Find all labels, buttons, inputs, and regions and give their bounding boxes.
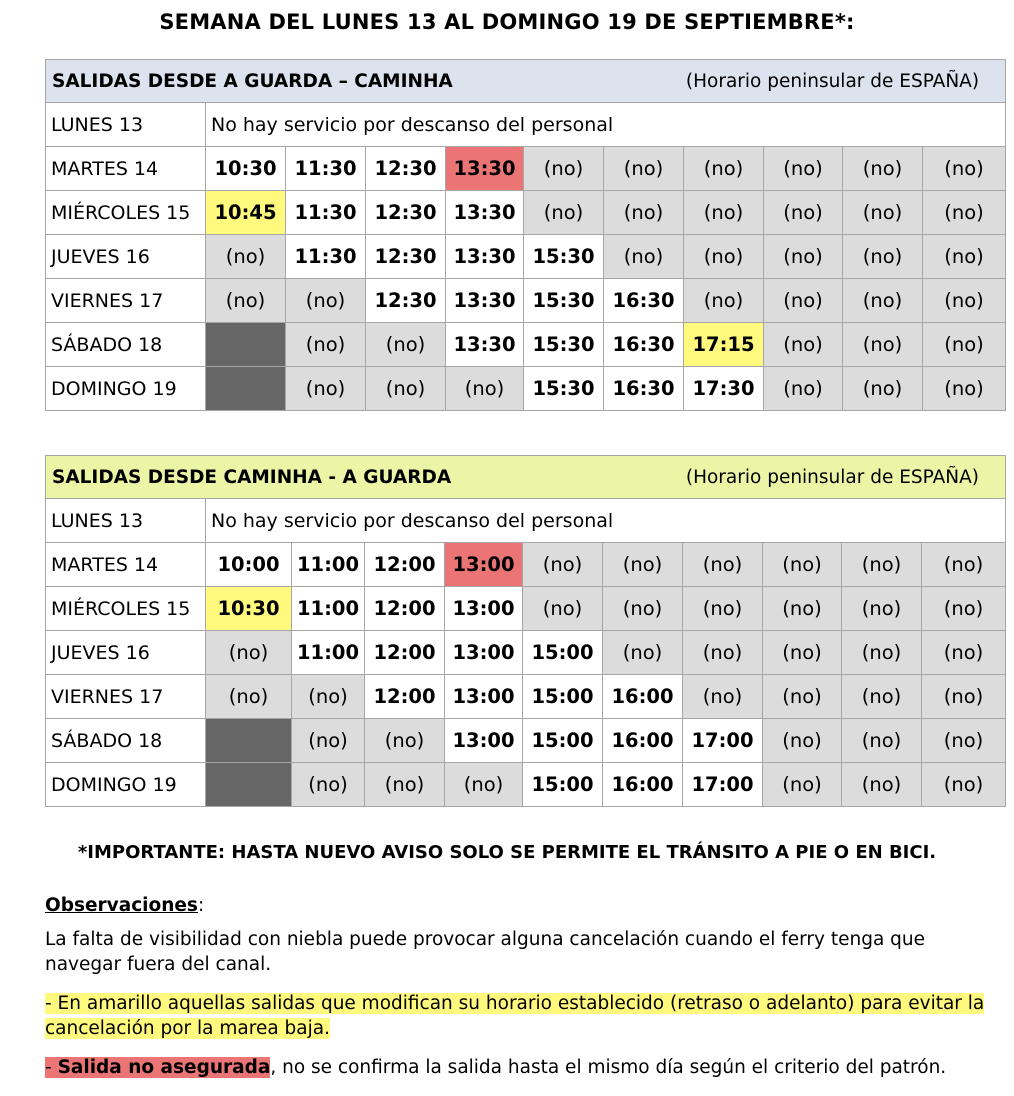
no-departure-cell: (no) [764, 279, 843, 323]
table-header-title: SALIDAS DESDE A GUARDA – CAMINHA [52, 70, 453, 92]
no-departure-cell: (no) [446, 367, 524, 411]
table-row [46, 499, 1006, 543]
page-title: SEMANA DEL LUNES 13 AL DOMINGO 19 DE SEPTIEMBRE*: [159, 10, 855, 34]
departure-time: 15:00 [523, 631, 603, 675]
no-departure-cell: (no) [603, 587, 683, 631]
no-departure-cell: (no) [684, 235, 764, 279]
no-departure-cell: (no) [922, 763, 1006, 807]
departure-time: 13:00 [445, 719, 523, 763]
departure-time: 13:30 [446, 191, 524, 235]
no-departure-cell: (no) [292, 675, 365, 719]
no-departure-cell: (no) [923, 191, 1006, 235]
no-departure-cell: (no) [366, 323, 446, 367]
table-row [46, 763, 1006, 807]
departure-time: 17:00 [683, 763, 763, 807]
day-label: MIÉRCOLES 15 [46, 191, 206, 235]
departure-time: 10:00 [206, 543, 292, 587]
no-departure-cell: (no) [604, 147, 684, 191]
no-departure-cell: (no) [684, 191, 764, 235]
no-departure-cell: (no) [286, 279, 366, 323]
departure-time: 11:00 [292, 631, 365, 675]
no-departure-cell: (no) [763, 675, 842, 719]
departure-time: 11:30 [286, 235, 366, 279]
no-departure-cell: (no) [683, 587, 763, 631]
yellow-legend [45, 991, 985, 1041]
departure-time: 16:00 [603, 719, 683, 763]
observations-colon: : [197, 895, 205, 916]
no-departure-cell: (no) [763, 543, 842, 587]
departure-time: 16:00 [603, 763, 683, 807]
departure-time: 13:00 [445, 631, 523, 675]
no-departure-cell: (no) [206, 631, 292, 675]
departure-time: 13:30 [446, 235, 524, 279]
blocked-cell [206, 367, 286, 411]
timezone-label: (Horario peninsular de ESPAÑA) [685, 70, 980, 92]
departure-time: 11:30 [286, 191, 366, 235]
table-row [46, 587, 1006, 631]
no-departure-cell: (no) [365, 763, 445, 807]
departure-time: 13:00 [445, 587, 523, 631]
table-header-row [46, 456, 1006, 499]
day-label: DOMINGO 19 [46, 763, 206, 807]
departure-time: 15:00 [523, 719, 603, 763]
no-departure-cell: (no) [923, 279, 1006, 323]
red-legend-highlight [45, 1057, 270, 1078]
departure-time: 12:30 [366, 191, 446, 235]
departure-time: 13:00 [445, 543, 523, 587]
table-header-title: SALIDAS DESDE CAMINHA - A GUARDA [52, 466, 452, 488]
no-departure-cell: (no) [524, 147, 604, 191]
departure-time: 16:00 [603, 675, 683, 719]
departure-time: 16:30 [604, 323, 684, 367]
no-departure-cell: (no) [763, 631, 842, 675]
schedule-body [46, 60, 1006, 411]
no-departure-cell: (no) [604, 191, 684, 235]
table-row [46, 543, 1006, 587]
departure-time: 13:30 [446, 147, 524, 191]
no-departure-cell: (no) [842, 763, 922, 807]
day-label: MARTES 14 [46, 543, 206, 587]
departure-time: 10:30 [206, 147, 286, 191]
day-label: LUNES 13 [46, 499, 206, 543]
no-departure-cell: (no) [365, 719, 445, 763]
yellow-legend-text: - En amarillo aquellas salidas que modifican su horario establecido (retraso o adelanto) para evitar la cancelación por la marea baja. [45, 993, 985, 1039]
no-departure-cell: (no) [603, 543, 683, 587]
no-departure-cell: (no) [292, 719, 365, 763]
no-departure-cell: (no) [922, 719, 1006, 763]
no-departure-cell: (no) [206, 675, 292, 719]
departure-time: 12:30 [366, 235, 446, 279]
no-departure-cell: (no) [683, 631, 763, 675]
table-row [46, 323, 1006, 367]
table-row [46, 675, 1006, 719]
departure-time: 16:30 [604, 279, 684, 323]
departure-time: 12:00 [365, 543, 445, 587]
no-departure-cell: (no) [922, 631, 1006, 675]
red-legend-bold: Salida no asegurada [57, 1057, 271, 1078]
departure-time: 11:30 [286, 147, 366, 191]
departure-time: 15:30 [524, 323, 604, 367]
table-header-cell [46, 60, 1006, 103]
departure-time: 12:30 [366, 147, 446, 191]
no-departure-cell: (no) [524, 191, 604, 235]
departure-time: 13:30 [446, 323, 524, 367]
no-departure-cell: (no) [843, 191, 923, 235]
departure-time: 15:30 [524, 235, 604, 279]
timezone-label: (Horario peninsular de ESPAÑA) [685, 466, 980, 488]
schedule-body [46, 456, 1006, 807]
observations-text: La falta de visibilidad con niebla puede provocar alguna cancelación cuando el ferry tenga que navegar fuera del canal. [45, 929, 926, 975]
departure-time: 10:45 [206, 191, 286, 235]
departure-time: 13:00 [445, 675, 523, 719]
no-departure-cell: (no) [843, 235, 923, 279]
day-label: VIERNES 17 [46, 675, 206, 719]
departure-time: 12:30 [366, 279, 446, 323]
departure-time: 12:00 [365, 675, 445, 719]
blocked-cell [206, 719, 292, 763]
no-departure-cell: (no) [763, 719, 842, 763]
table-row [46, 103, 1006, 147]
departure-time: 17:15 [684, 323, 764, 367]
no-departure-cell: (no) [922, 675, 1006, 719]
departure-time: 17:30 [684, 367, 764, 411]
no-departure-cell: (no) [445, 763, 523, 807]
no-departure-cell: (no) [843, 279, 923, 323]
day-label: LUNES 13 [46, 103, 206, 147]
departure-time: 15:30 [524, 367, 604, 411]
day-label: DOMINGO 19 [46, 367, 206, 411]
table-row [46, 719, 1006, 763]
no-departure-cell: (no) [763, 763, 842, 807]
no-departure-cell: (no) [763, 587, 842, 631]
departure-time: 15:00 [523, 675, 603, 719]
no-departure-cell: (no) [842, 719, 922, 763]
no-departure-cell: (no) [922, 543, 1006, 587]
no-departure-cell: (no) [922, 587, 1006, 631]
no-departure-cell: (no) [923, 235, 1006, 279]
departure-time: 11:00 [292, 587, 365, 631]
no-departure-cell: (no) [842, 587, 922, 631]
no-departure-cell: (no) [523, 587, 603, 631]
table-header-row [46, 60, 1006, 103]
departure-time: 11:00 [292, 543, 365, 587]
departure-time: 12:00 [365, 631, 445, 675]
table-row [46, 631, 1006, 675]
no-departure-cell: (no) [764, 235, 843, 279]
no-departure-cell: (no) [842, 543, 922, 587]
departure-time: 10:30 [206, 587, 292, 631]
no-departure-cell: (no) [603, 631, 683, 675]
day-label: VIERNES 17 [46, 279, 206, 323]
no-departure-cell: (no) [764, 323, 843, 367]
no-departure-cell: (no) [683, 543, 763, 587]
no-service-note: No hay servicio por descanso del personal [206, 499, 1006, 543]
table-header-cell [46, 456, 1006, 499]
no-departure-cell: (no) [843, 367, 923, 411]
no-departure-cell: (no) [683, 675, 763, 719]
day-label: MARTES 14 [46, 147, 206, 191]
red-legend-rest: , no se confirma la salida hasta el mismo día según el criterio del patrón. [270, 1057, 947, 1078]
observations-heading [45, 895, 204, 916]
departure-time: 15:00 [523, 763, 603, 807]
day-label: JUEVES 16 [46, 631, 206, 675]
no-departure-cell: (no) [842, 631, 922, 675]
no-departure-cell: (no) [604, 235, 684, 279]
schedule-a-guarda-caminha [45, 59, 1006, 411]
no-departure-cell: (no) [206, 279, 286, 323]
no-departure-cell: (no) [286, 367, 366, 411]
departure-time: 16:30 [604, 367, 684, 411]
no-departure-cell: (no) [206, 235, 286, 279]
no-departure-cell: (no) [523, 543, 603, 587]
no-departure-cell: (no) [684, 279, 764, 323]
no-departure-cell: (no) [764, 191, 843, 235]
table-row [46, 279, 1006, 323]
blocked-cell [206, 323, 286, 367]
table-row [46, 235, 1006, 279]
departure-time: 12:00 [365, 587, 445, 631]
table-row [46, 191, 1006, 235]
departure-time: 17:00 [683, 719, 763, 763]
departure-time: 15:30 [524, 279, 604, 323]
no-departure-cell: (no) [923, 323, 1006, 367]
no-departure-cell: (no) [842, 675, 922, 719]
day-label: MIÉRCOLES 15 [46, 587, 206, 631]
no-departure-cell: (no) [764, 147, 843, 191]
table-row [46, 147, 1006, 191]
day-label: JUEVES 16 [46, 235, 206, 279]
no-departure-cell: (no) [764, 367, 843, 411]
no-service-note: No hay servicio por descanso del personal [206, 103, 1006, 147]
no-departure-cell: (no) [292, 763, 365, 807]
no-departure-cell: (no) [923, 147, 1006, 191]
no-departure-cell: (no) [286, 323, 366, 367]
observations-title: Observaciones [45, 895, 198, 916]
no-departure-cell: (no) [843, 147, 923, 191]
no-departure-cell: (no) [843, 323, 923, 367]
table-row [46, 367, 1006, 411]
important-notice: *IMPORTANTE: HASTA NUEVO AVISO SOLO SE PERMITE EL TRÁNSITO A PIE O EN BICI. [77, 842, 937, 863]
departure-time: 13:30 [446, 279, 524, 323]
no-departure-cell: (no) [366, 367, 446, 411]
no-departure-cell: (no) [923, 367, 1006, 411]
schedule-caminha-a-guarda [45, 455, 1006, 807]
day-label: SÁBADO 18 [46, 719, 206, 763]
no-departure-cell: (no) [684, 147, 764, 191]
red-legend [45, 1055, 946, 1081]
red-legend-prefix: - [45, 1057, 58, 1078]
blocked-cell [206, 763, 292, 807]
day-label: SÁBADO 18 [46, 323, 206, 367]
